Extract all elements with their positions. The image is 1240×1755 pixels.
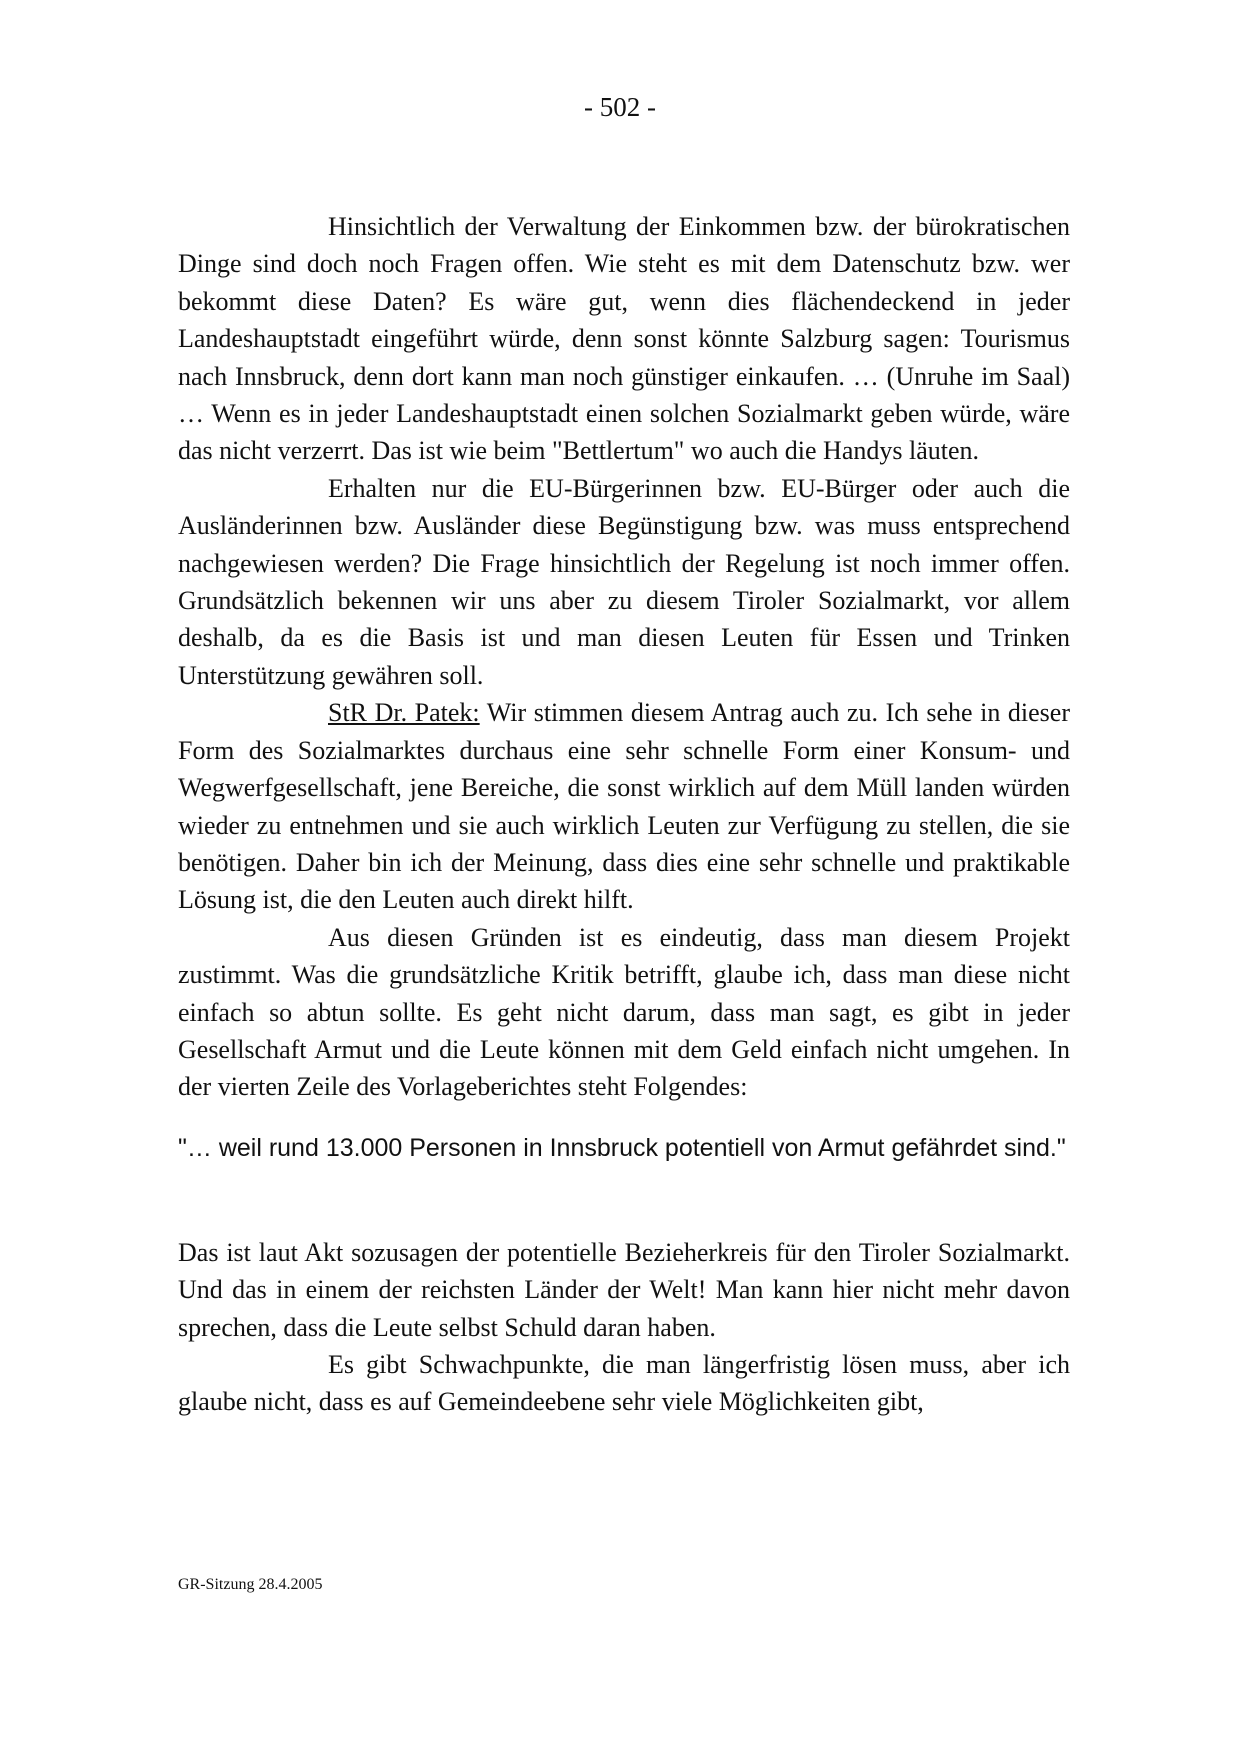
paragraph-6: Es gibt Schwachpunkte, die man längerfristig lösen muss, aber ich glaube nicht, dass es auf Gemeindeebene sehr viele Möglichkeiten gibt, <box>178 1349 1070 1417</box>
paragraph-3 <box>178 694 1070 918</box>
paragraph-2: Erhalten nur die EU-Bürgerinnen bzw. EU-Bürger oder auch die Ausländerinnen bzw. Ausländer diese Begünstigung bzw. was muss entsprechend nachgewiesen werden? Die Frage hinsichtlich der Regelung ist noch immer offen. Grundsätzlich bekennen wir uns aber zu diesem Tiroler Sozialmarkt, vor allem deshalb, da es die Basis ist und man diesen Leuten für Essen und Trinken Unterstützung gewähren soll. <box>178 473 1070 690</box>
paragraph-4: Aus diesen Gründen ist es eindeutig, dass man diesem Projekt zustimmt. Was die grundsätzliche Kritik betrifft, glaube ich, dass man diese nicht einfach so abtun sollte. Es geht nicht darum, dass man sagt, es gibt in jeder Gesellschaft Armut und die Leute können mit dem Geld einfach nicht umgehen. In der vierten Zeile des Vorlageberichtes steht Folgendes: <box>178 922 1070 1102</box>
footer-session-date: GR-Sitzung 28.4.2005 <box>178 1576 323 1593</box>
block-quote: "… weil rund 13.000 Personen in Innsbruck potentiell von Armut gefährdet sind." <box>178 1133 1066 1162</box>
speaker-name: StR Dr. Patek: <box>328 698 480 728</box>
paragraph-5: Das ist laut Akt sozusagen der potentielle Bezieherkreis für den Tiroler Sozialmarkt. Und das in einem der reichsten Länder der Welt! Man kann hier nicht mehr davon sprechen, dass die Leute selbst Schuld daran haben. <box>178 1237 1070 1342</box>
paragraph-1: Hinsichtlich der Verwaltung der Einkommen bzw. der bürokratischen Dinge sind doch noch Fragen offen. Wie steht es mit dem Datenschutz bzw. wer bekommt diese Daten? Es wäre gut, wenn dies flächendeckend in jeder Landeshauptstadt eingeführt würde, denn sonst könnte Salzburg sagen: Tourismus nach Innsbruck, denn dort kann man noch günstiger einkaufen. … (Unruhe im Saal) … Wenn es in jeder Landeshauptstadt einen solchen Sozialmarkt geben würde, wäre das nicht verzerrt. Das ist wie beim "Bettlertum" wo auch die Handys läuten. <box>178 212 1070 466</box>
document-body <box>178 208 1070 1421</box>
page-number: - 502 - <box>584 92 656 122</box>
paragraph-3-text: Wir stimmen diesem Antrag auch zu. Ich sehe in dieser Form des Sozialmarktes durchaus eine sehr schnelle Form einer Konsum- und Wegwerfgesellschaft, jene Bereiche, die sonst wirklich auf dem Müll landen würden wieder zu entnehmen und sie auch wirklich Leuten zur Verfügung zu stellen, die sie benötigen. Daher bin ich der Meinung, dass dies eine sehr schnelle und praktikable Lösung ist, die den Leuten auch direkt hilft. <box>178 698 1071 915</box>
